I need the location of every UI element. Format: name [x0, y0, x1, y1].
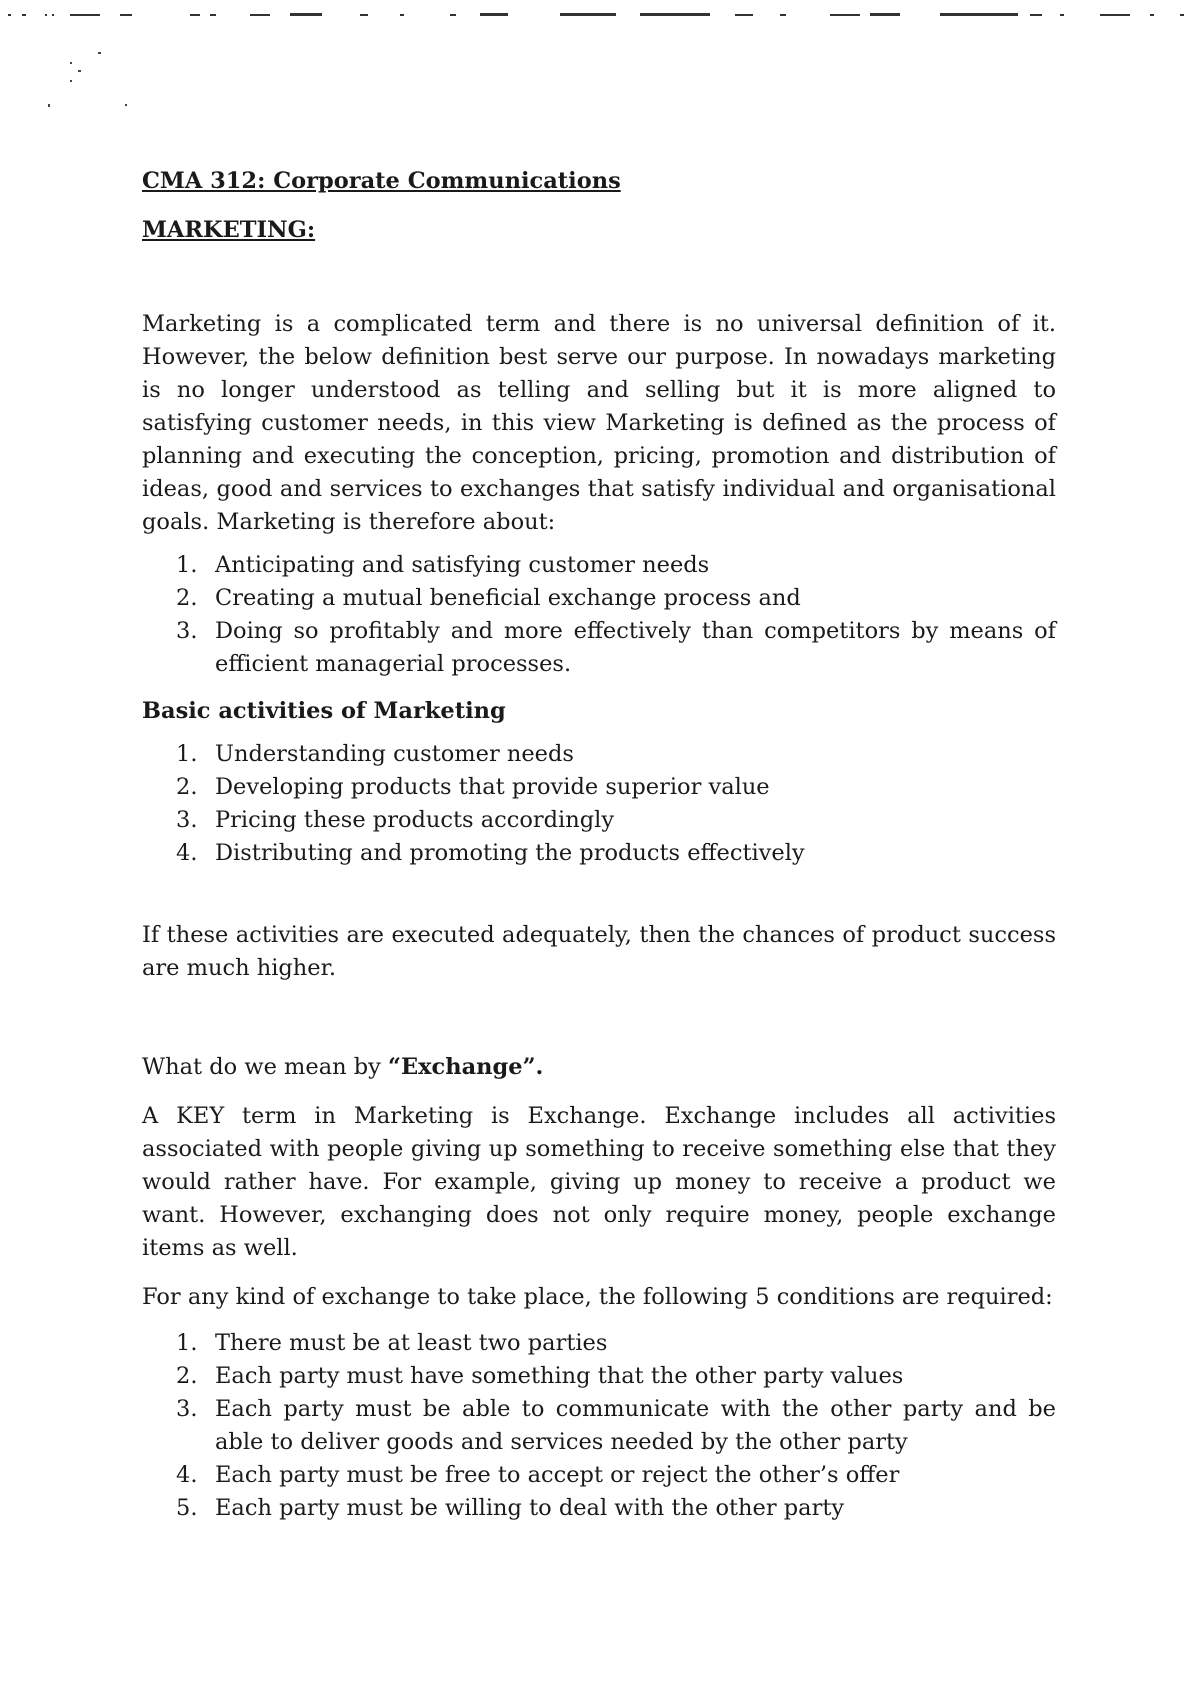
list-text: Distributing and promoting the products effectively — [215, 840, 805, 866]
activities-list — [142, 738, 1056, 870]
list-text: Anticipating and satisfying customer needs — [215, 552, 710, 578]
list-item — [142, 771, 1056, 804]
list-item — [142, 615, 1056, 681]
exchange-term: “Exchange”. — [388, 1054, 544, 1080]
list-text: Doing so profitably and more effectively than competitors by means of efficient managerial processes. — [215, 618, 1056, 677]
list-number: 4. — [176, 1462, 198, 1488]
list-text: There must be at least two parties — [215, 1330, 608, 1356]
list-number: 2. — [176, 1363, 198, 1389]
conditions-list — [142, 1327, 1056, 1525]
list-text: Each party must be able to communicate with the other party and be able to deliver goods and services needed by the other party — [215, 1396, 1056, 1455]
scan-artifact-corner — [40, 48, 140, 118]
list-text: Each party must have something that the other party values — [215, 1363, 904, 1389]
course-title: CMA 312: Corporate Communications — [142, 168, 621, 194]
document-page — [142, 165, 1056, 1525]
list-number: 5. — [176, 1495, 198, 1521]
list-number: 2. — [176, 774, 198, 800]
list-text: Pricing these products accordingly — [215, 807, 615, 833]
list-text: Each party must be willing to deal with the other party — [215, 1495, 845, 1521]
exchange-question-prefix: What do we mean by — [142, 1054, 389, 1080]
exchange-question — [142, 1051, 1056, 1084]
list-item — [142, 1459, 1056, 1492]
list-text: Understanding customer needs — [215, 741, 574, 767]
section-title: MARKETING: — [142, 217, 316, 243]
list-number: 1. — [176, 741, 198, 767]
list-text: Developing products that provide superior value — [215, 774, 770, 800]
list-text: Each party must be free to accept or reject the other’s offer — [215, 1462, 900, 1488]
list-item — [142, 837, 1056, 870]
intro-paragraph: Marketing is a complicated term and there is no universal definition of it. However, the below definition best serve our purpose. In nowadays marketing is no longer understood as telling and selling but it is more aligned to satisfying customer needs, in this view Marketing is defined as the process of planning and executing the conception, pricing, promotion and distribution of ideas, good and services to exchanges that satisfy individual and organisational goals. Marketing is therefore about: — [142, 311, 1056, 535]
list-item — [142, 549, 1056, 582]
list-item — [142, 738, 1056, 771]
scan-artifact-top — [0, 8, 1200, 20]
list-number: 1. — [176, 1330, 198, 1356]
success-paragraph: If these activities are executed adequately, then the chances of product success are much higher. — [142, 922, 1056, 981]
about-list — [142, 549, 1056, 681]
activities-heading: Basic activities of Marketing — [142, 698, 506, 724]
list-number: 3. — [176, 1396, 198, 1422]
list-item — [142, 1492, 1056, 1525]
list-item — [142, 1327, 1056, 1360]
list-text: Creating a mutual beneficial exchange process and — [215, 585, 801, 611]
list-item — [142, 1360, 1056, 1393]
list-number: 3. — [176, 807, 198, 833]
list-item — [142, 1393, 1056, 1459]
exchange-paragraph: A KEY term in Marketing is Exchange. Exchange includes all activities associated with people giving up something to receive something else that they would rather have. For example, giving up money to receive a product we want. However, exchanging does not only require money, people exchange items as well. — [142, 1103, 1056, 1261]
conditions-intro: For any kind of exchange to take place, the following 5 conditions are required: — [142, 1284, 1053, 1310]
list-item — [142, 804, 1056, 837]
list-number: 1. — [176, 552, 198, 578]
list-number: 2. — [176, 585, 198, 611]
list-number: 3. — [176, 618, 198, 644]
list-item — [142, 582, 1056, 615]
list-number: 4. — [176, 840, 198, 866]
